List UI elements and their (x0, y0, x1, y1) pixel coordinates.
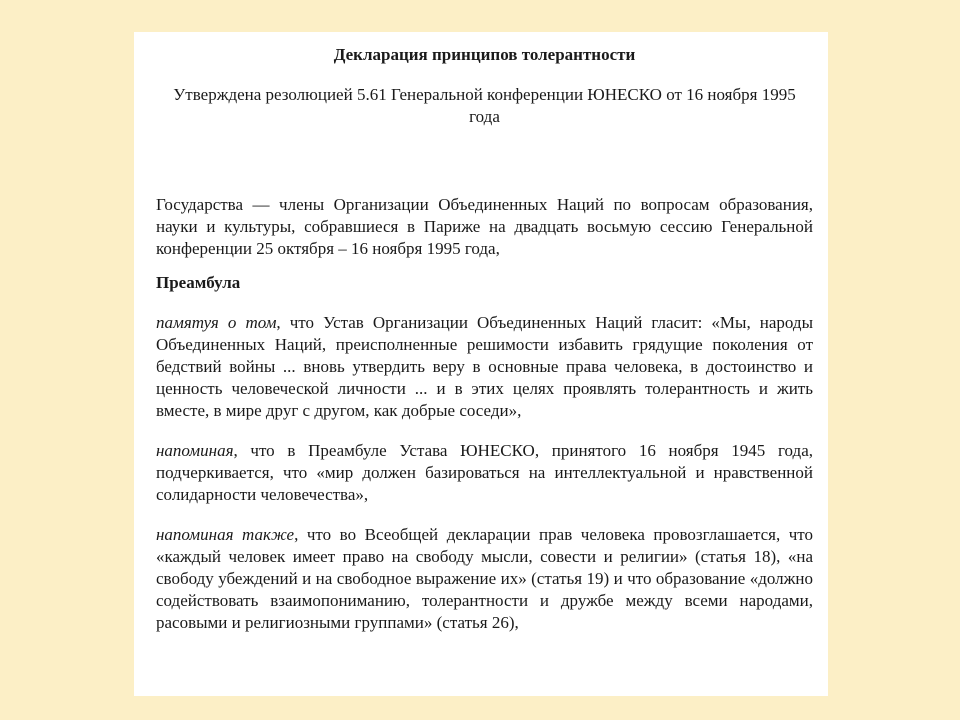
intro-paragraph: Государства — члены Организации Объединенных Наций по вопросам образования, науки и культуры, собравшиеся в Париже на двадцать восьмую сессию Генеральной конференции 25 октября – 16 ноября 1995 года, (156, 195, 813, 258)
paragraph-text: , что Устав Организации Объединенных Наций гласит: «Мы, народы Объединенных Наций, преисполненные решимости избавить грядущие поколения от бедствий войны ... вновь утвердить веру в основные права человека, в достоинство и ценность человеческой личности ... и в этих целях проявлять толерантность и жить вместе, в мире друг с другом, как добрые соседи», (156, 313, 813, 420)
preamble-paragraph-3 (156, 524, 813, 634)
paragraph-text: , что во Всеобщей декларации прав человека провозглашается, что «каждый человек имеет право на свободу мысли, совести и религии» (статья 18), «на свободу убеждений и на свободное выражение их» (статья 19) и что образование «должно содействовать взаимопониманию, толерантности и дружбе между всеми народами, расовыми и религиозными группами» (статья 26), (156, 525, 814, 632)
preamble-paragraph-1 (156, 312, 813, 422)
document-body (156, 44, 813, 634)
paragraph-text: , что в Преамбуле Устава ЮНЕСКО, принятого 16 ноября 1945 года, подчеркивается, что «мир должен базироваться на интеллектуальной и нравственной солидарности человечества», (156, 441, 813, 504)
paragraph-lead: напоминая (156, 441, 234, 460)
preamble-paragraph-2 (156, 440, 813, 506)
document-title: Декларация принципов толерантности (333, 45, 636, 64)
document-page (134, 32, 828, 696)
approval-note: Утверждена резолюцией 5.61 Генеральной конференции ЮНЕСКО от 16 ноября 1995 года (173, 85, 796, 126)
preamble-heading: Преамбула (156, 273, 241, 292)
paragraph-lead: напоминая также (156, 525, 295, 544)
paragraph-lead: памятуя о том (156, 313, 277, 332)
